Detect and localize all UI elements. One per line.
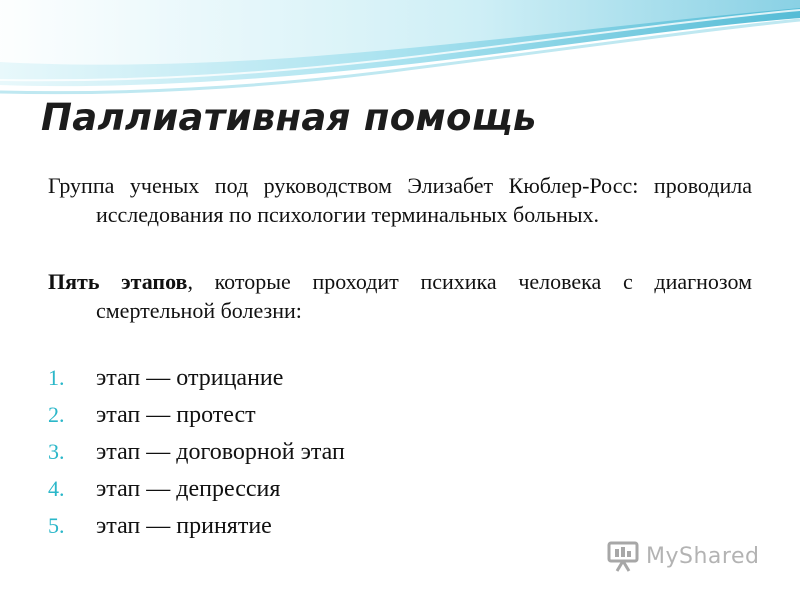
header-wave-decoration <box>0 0 800 100</box>
list-item-number: 3. <box>48 439 65 464</box>
list-item-text: этап — депрессия <box>96 476 281 502</box>
list-item-number: 2. <box>48 402 65 427</box>
stages-list <box>48 359 345 544</box>
para1-lead-text: Группа ученых под руководством Элизабет Кюблер-Росс: <box>48 173 639 198</box>
list-item-text: этап — отрицание <box>96 365 284 391</box>
para2-bold-text: Пять этапов <box>48 269 188 294</box>
para2-rest-text: , которые проходит психика человека с диагнозом смертельной болезни: <box>96 269 752 323</box>
presentation-board-icon <box>606 539 640 573</box>
para1-rest-text: проводила исследования по психологии терминальных больных. <box>96 173 753 227</box>
slide-title: Паллиативная помощь <box>41 96 537 139</box>
list-item <box>48 507 345 544</box>
watermark-text: MyShared <box>646 543 760 569</box>
list-item <box>48 470 345 507</box>
list-item-text: этап — принятие <box>96 513 272 539</box>
list-item <box>48 433 345 470</box>
list-item <box>48 396 345 433</box>
list-item-number: 1. <box>48 365 65 390</box>
paragraph-five-stages <box>48 267 752 325</box>
list-item-text: этап — договорной этап <box>96 439 345 465</box>
watermark-logo[interactable] <box>606 536 766 576</box>
list-item-number: 4. <box>48 476 65 501</box>
list-item-number: 5. <box>48 513 65 538</box>
list-item <box>48 359 345 396</box>
list-item-text: этап — протест <box>96 402 256 428</box>
paragraph-research-group <box>48 171 752 229</box>
